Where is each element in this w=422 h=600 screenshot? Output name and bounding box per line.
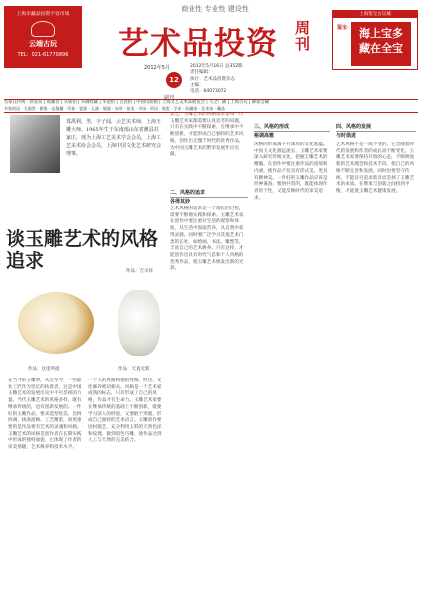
left-ad-name: 云端古玩 <box>29 40 57 48</box>
slogan: 商业性 专业性 建设性 <box>181 5 249 13</box>
subheading-text: 各得其妙 <box>170 199 191 205</box>
jade2-top-caption: 作品：吉羊祥 <box>126 269 153 274</box>
right-ad-box <box>351 22 411 66</box>
right-ad-header: 上海鉴宝古玩城 <box>333 11 417 18</box>
subheading-text: 与时俱进 <box>336 133 357 139</box>
masthead-title: 艺术品投资 <box>118 26 278 62</box>
meta-line: 执行：艺术品投资杂志 <box>190 76 235 82</box>
meta-line: 电话：64073072 <box>190 89 227 95</box>
subheading-text: 格调高雅 <box>254 133 275 139</box>
right-ad-line2: 藏在全宝 <box>359 42 403 55</box>
subheading-text: 四、风格的发展 <box>336 124 372 130</box>
jade-artwork-photo-1 <box>14 284 98 364</box>
article-column-3a: 总之，玉雕艺术的风格追求是每一位玉雕艺术家都需要认真思考的问题。只有在实践中不断探索，在继承中不断创新，才能形成自己独特的艺术风格，创作出无愧于时代的优秀作品，为中国玉雕艺术的繁荣发展作出贡献。 <box>170 112 244 158</box>
article-column-1: 在当今的玉雕界，从古至今，一些职业工匠作为坚定的执着者，这是中国玉雕艺术的发展历史中不可忽视的力量。当代玉雕艺术的风格多样，既有继承传统的，也有创新发展的。一件好的玉雕作品，要求造型优美、比例协调、线条流畅、工艺精湛，而更重要的是作品要有艺术的灵魂和风格。玉雕艺术的风格是创作者在长期实践中形成的独特面貌，它体现了作者的审美情趣、艺术修养和技术水平。 <box>8 378 82 451</box>
left-ad-line: 上海市藏品投资不容市场 <box>16 12 70 17</box>
section-nav-row1: 名家任传统 · 新鉴赏 | 收藏者 | 头版拍 | 书画收藏 | 华意拍 | 古瓷拍 | 中国印油画 | 上海文艺美术品展览会 | 天之广播 | 上海古玩 | 御家会藏 <box>4 99 418 106</box>
article-column-4: 风格的形成离不开深厚的文化底蕴。中国玉文化源远流长，玉雕艺术家要深入研究传统文化，把握玉雕艺术的精髓。在创作中要注重作品的意境和内涵，使作品不仅具有形式美，更具有精神美。一件好的玉雕作品应该是形神兼备、雅俗共赏的，既能体现作者的个性，又能反映时代的审美追求。 <box>254 142 328 201</box>
jade-artwork-photo-2 <box>116 286 162 362</box>
article-column-3: 艺术风格的追求是一个漫长的过程，需要不断地实践和探索。玉雕艺术家在创作中要注重对生活的观察和体验，从生活中汲取营养，从自然中获得灵感。同时要广泛学习其他艺术门类的长处，如绘画、书法、雕塑等，丰富自己的艺术修养。只有这样，才能创作出具有时代气息和个人风格的优秀作品，使玉雕艺术焕发出新的光彩。 <box>170 206 244 272</box>
author-photo <box>10 115 60 173</box>
shop-logo-icon <box>31 21 55 37</box>
subheading-text: 二、风格的追求 <box>170 190 206 196</box>
jade1-caption: 作品：这里所指 <box>28 367 60 372</box>
masthead-weekly: 周刊 <box>295 19 311 53</box>
right-advert <box>332 10 418 70</box>
article-column-5: 艺术风格不是一成不变的，它会随着时代的发展和作者的成长而不断变化。玉雕艺术家要保持开放的心态，不断吸收新的艺术理念和技术手段，使自己的风格不断完善和发展。同时也要坚守传统，不能盲目追求新奇而丢掉了玉雕艺术的本质。在继承与创新之间找到平衡，才能使玉雕艺术健康发展。 <box>336 142 415 194</box>
publication-meta <box>190 64 270 95</box>
section-nav-row2: 书家琐谈 · 名画赏 · 雅集 · 品鉴藏 · 印象 · 瓷器 · 玉器 · 铜器 · 杂项 · 拍卖 · 市场 · 资讯 · 展览 · 学术 · 收藏家 · 艺术家 · 藏品 <box>4 106 418 113</box>
jade2-caption: 作品：天真无邪 <box>118 367 150 372</box>
subheading-4 <box>336 124 416 139</box>
meta-line: 2012年5月16日 总352期 <box>190 64 243 69</box>
subheading-2 <box>170 190 248 205</box>
meta-line: 责任编辑： <box>190 70 213 76</box>
meta-line: 主编： <box>190 82 204 88</box>
edition-label: 副刊 <box>164 95 175 101</box>
subheading-3 <box>254 124 330 139</box>
subheading-text: 三、风格的形成 <box>254 124 290 130</box>
page-number-badge: 12 <box>166 72 182 88</box>
left-advert <box>4 6 82 68</box>
article-headline: 谈玉雕艺术的风格追求 <box>6 228 159 272</box>
author-bio: 郑禹利，男，字子闻，云艺美术师，上海玉雕大师。1965年生于东南部山东省潍县苏家庄，现为上海工艺美术学会会员，上海工艺美术协会会员，上海中国文化艺术研究会理事。 <box>66 119 162 157</box>
article-column-2: 一个人的风格和他的性格、经历、文化修养密切相关。风格是一个艺术家成熟的标志，只有形成了自己的风格，作品才有生命力。玉雕艺术家要在继承传统的基础上不断创新，既要学习前人的经验，又要敢于突破，形成自己独特的艺术语言。玉雕创作要因材施艺，充分利用玉料的天然色泽和纹理，做到俏色巧雕，使作品达到人工与天然的完美结合。 <box>88 378 162 444</box>
left-ad-tel: TEL：021-61770896 <box>17 52 69 58</box>
issue-date: 2012年5月 <box>144 65 170 71</box>
masthead <box>118 18 311 62</box>
right-ad-brand: 鉴宝· <box>337 25 349 31</box>
right-ad-line1: 海上宝多 <box>359 27 403 40</box>
